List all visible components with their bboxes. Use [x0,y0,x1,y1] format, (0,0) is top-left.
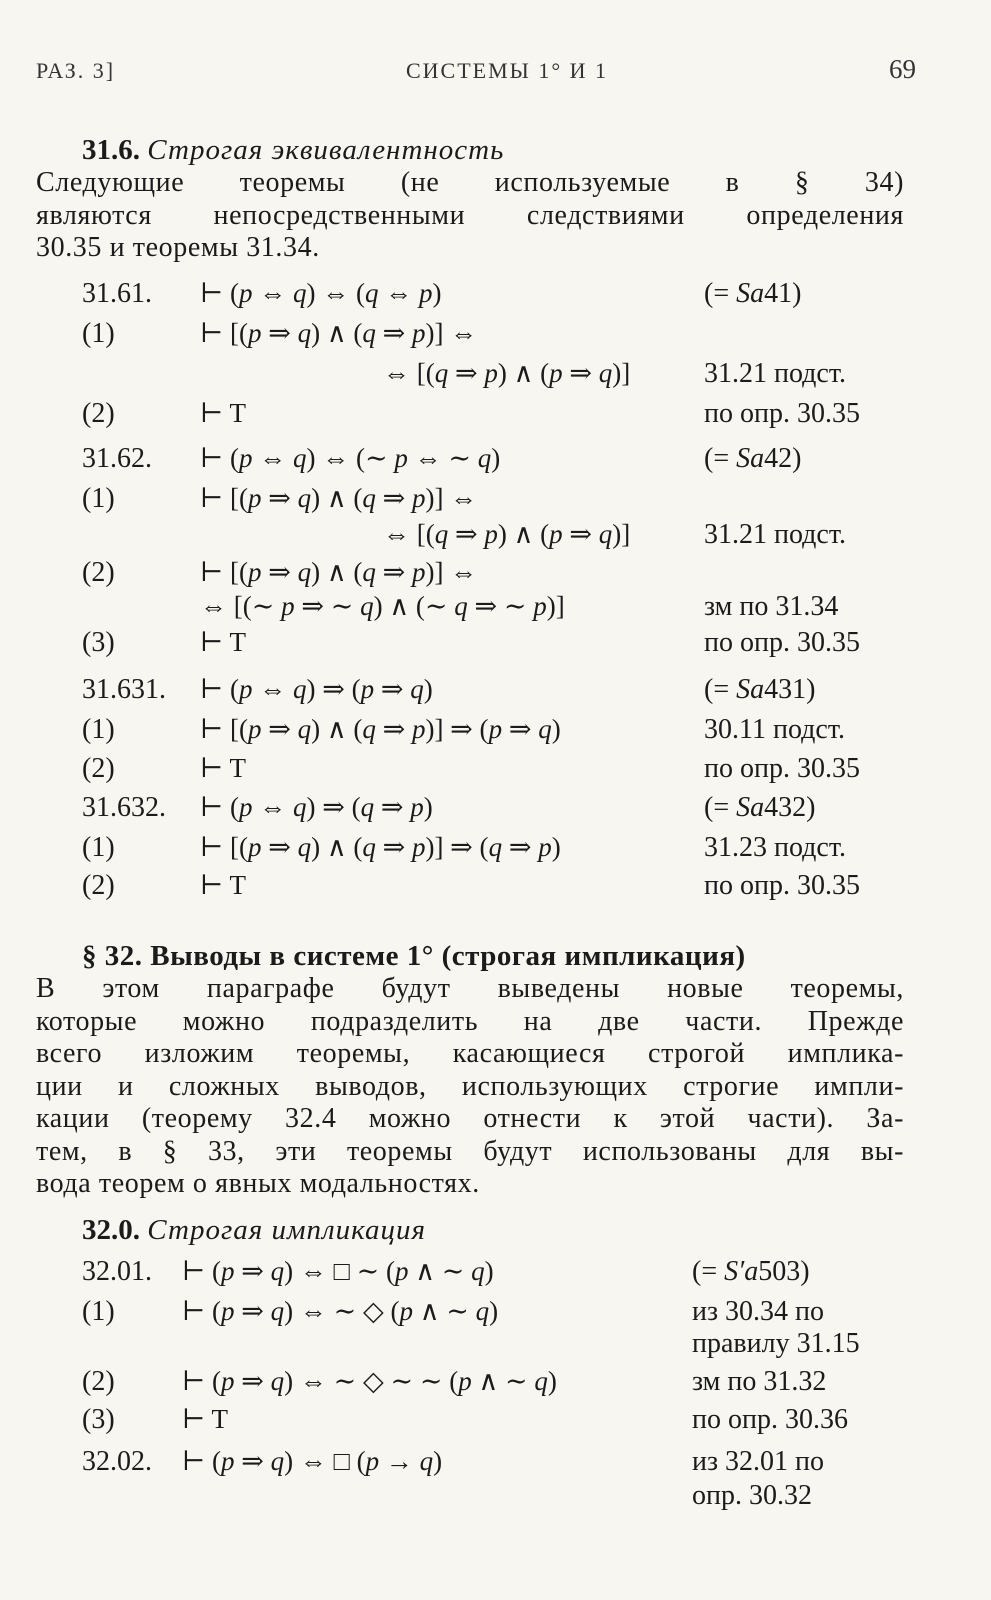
proof-row [0,483,991,519]
proof-row [0,870,991,906]
proof-row [0,278,991,314]
proof-row [0,1296,991,1332]
proof-row [0,557,991,593]
formula: ⊢ T [200,870,246,900]
justification: по опр. 30.35 [704,627,860,658]
proof-row [0,318,991,354]
proof-row [0,714,991,750]
paragraph-line: являются непосредственными следствиями определения [36,199,904,231]
justification: 31.21 подст. [704,519,846,550]
justification: из 32.01 по [692,1446,825,1477]
step-number: 32.01. [82,1256,152,1287]
chapter-ref: РАЗ. 3] [36,58,116,83]
paragraph-line: вода теорем о явных модальностях. [36,1168,480,1199]
formula: ⊢ T [200,627,246,657]
paragraph-line: Следующие теоремы (не используемые в § 34) [36,167,904,198]
subsection-heading-32-0 [82,1214,426,1247]
proof-row [0,753,991,789]
formula: ⊢ (p ⇒ q) ⇔ □ ∼ (p ∧ ∼ q) [182,1256,494,1286]
step-number: (2) [82,753,115,784]
justification: 31.21 подст. [704,358,846,389]
formula: ⊢ [(p ⇒ q) ∧ (q ⇒ p)] ⇒ (p ⇒ q) [200,714,561,744]
step-number: (2) [82,1366,115,1397]
proof-row [0,358,991,394]
intro-paragraph-31-6 [36,167,904,265]
paragraph-line: тем, в § 33, эти теоремы будут использованы для вы- [36,1135,904,1167]
formula: ⇔ [(∼ p ⇒ ∼ q) ∧ (∼ q ⇒ ∼ p)] [200,591,565,621]
intro-paragraph-32 [36,973,904,1201]
justification: (= Sa41) [704,278,802,309]
step-number: 31.632. [82,792,166,823]
proof-row [0,627,991,663]
justification: правилу 31.15 [692,1328,860,1359]
justification: опр. 30.32 [692,1480,812,1511]
paragraph-line: всего изложим теоремы, касающиеся строгой имплика- [36,1038,904,1069]
justification: зм по 31.34 [704,591,839,622]
step-number: (2) [82,398,115,429]
justification: по опр. 30.35 [704,870,860,901]
step-number: 31.631. [82,674,166,705]
proof-row [0,591,991,627]
proof-row [0,1446,991,1482]
justification: (= Sa431) [704,674,816,705]
step-number: (3) [82,627,115,658]
proof-row [0,1256,991,1292]
formula: ⇔ [(q ⇒ p) ∧ (p ⇒ q)] [383,519,631,549]
subsection-title: Строгая импликация [147,1214,426,1246]
justification: (= S′a503) [692,1256,810,1287]
justification: по опр. 30.36 [692,1404,848,1435]
formula: ⊢ (p ⇒ q) ⇔ ∼ ◇ (p ∧ ∼ q) [182,1296,499,1326]
justification: по опр. 30.35 [704,398,860,429]
justification: 31.23 подст. [704,832,846,863]
step-number: 31.61. [82,278,152,309]
subsection-heading-31-6 [82,134,504,167]
paragraph-line: которые можно подразделить на две части. Прежде [36,1005,904,1037]
step-number: 31.62. [82,443,152,474]
step-number: 32.02. [82,1446,152,1477]
justification: зм по 31.32 [692,1366,827,1397]
paragraph-line: кации (теорему 32.4 можно отнести к этой части). За- [36,1103,904,1134]
formula: ⊢ [(p ⇒ q) ∧ (q ⇒ p)] ⇒ (q ⇒ p) [200,832,561,862]
formula: ⇔ [(q ⇒ p) ∧ (p ⇒ q)] [383,358,631,388]
proof-row [0,519,991,555]
formula: ⊢ [(p ⇒ q) ∧ (q ⇒ p)] ⇔ [200,318,478,348]
step-number: (1) [82,714,115,745]
formula: ⊢ T [200,753,246,783]
formula: ⊢ [(p ⇒ q) ∧ (q ⇒ p)] ⇔ [200,483,478,513]
subsection-number: 32.0. [82,1214,140,1246]
formula: ⊢ T [200,398,246,428]
paragraph-line: В этом параграфе будут выведены новые теоремы, [36,973,904,1004]
step-number: (2) [82,557,115,588]
proof-row [0,398,991,434]
proof-row [0,792,991,828]
step-number: (1) [82,318,115,349]
proof-row [0,1480,991,1516]
subsection-number: 31.6. [82,134,140,166]
page-number: 69 [889,54,916,84]
running-header [36,54,916,88]
formula: ⊢ T [182,1404,228,1434]
formula: ⊢ (p ⇔ q) ⇔ (q ⇔ p) [200,278,442,308]
justification: (= Sa42) [704,443,802,474]
justification: 30.11 подст. [704,714,845,745]
formula: ⊢ (p ⇔ q) ⇒ (p ⇒ q) [200,674,433,704]
formula: ⊢ (p ⇒ q) ⇔ ∼ ◇ ∼ ∼ (p ∧ ∼ q) [182,1366,557,1396]
proof-row [0,1404,991,1440]
step-number: (1) [82,1296,115,1327]
paragraph-line: ции и сложных выводов, использующих строгие импли- [36,1070,904,1102]
justification: (= Sa432) [704,792,816,823]
step-number: (1) [82,832,115,863]
proof-row [0,1328,991,1364]
formula: ⊢ (p ⇔ q) ⇔ (∼ p ⇔ ∼ q) [200,443,501,473]
justification: по опр. 30.35 [704,753,860,784]
formula: ⊢ [(p ⇒ q) ∧ (q ⇒ p)] ⇔ [200,557,478,587]
proof-row [0,1366,991,1402]
proof-row [0,443,991,479]
formula: ⊢ (p ⇒ q) ⇔ □ (p → q) [182,1446,443,1476]
justification: из 30.34 по [692,1296,825,1327]
proof-row [0,832,991,868]
formula: ⊢ (p ⇔ q) ⇒ (q ⇒ p) [200,792,433,822]
subsection-title: Строгая эквивалентность [147,134,505,166]
step-number: (1) [82,483,115,514]
step-number: (3) [82,1404,115,1435]
proof-row [0,674,991,710]
paragraph-line: 30.35 и теоремы 31.34. [36,232,320,263]
section-heading-32: § 32. Выводы в системе 1° (строгая импликация) [82,940,746,972]
running-title: СИСТЕМЫ 1° И 1 [406,58,609,83]
step-number: (2) [82,870,115,901]
